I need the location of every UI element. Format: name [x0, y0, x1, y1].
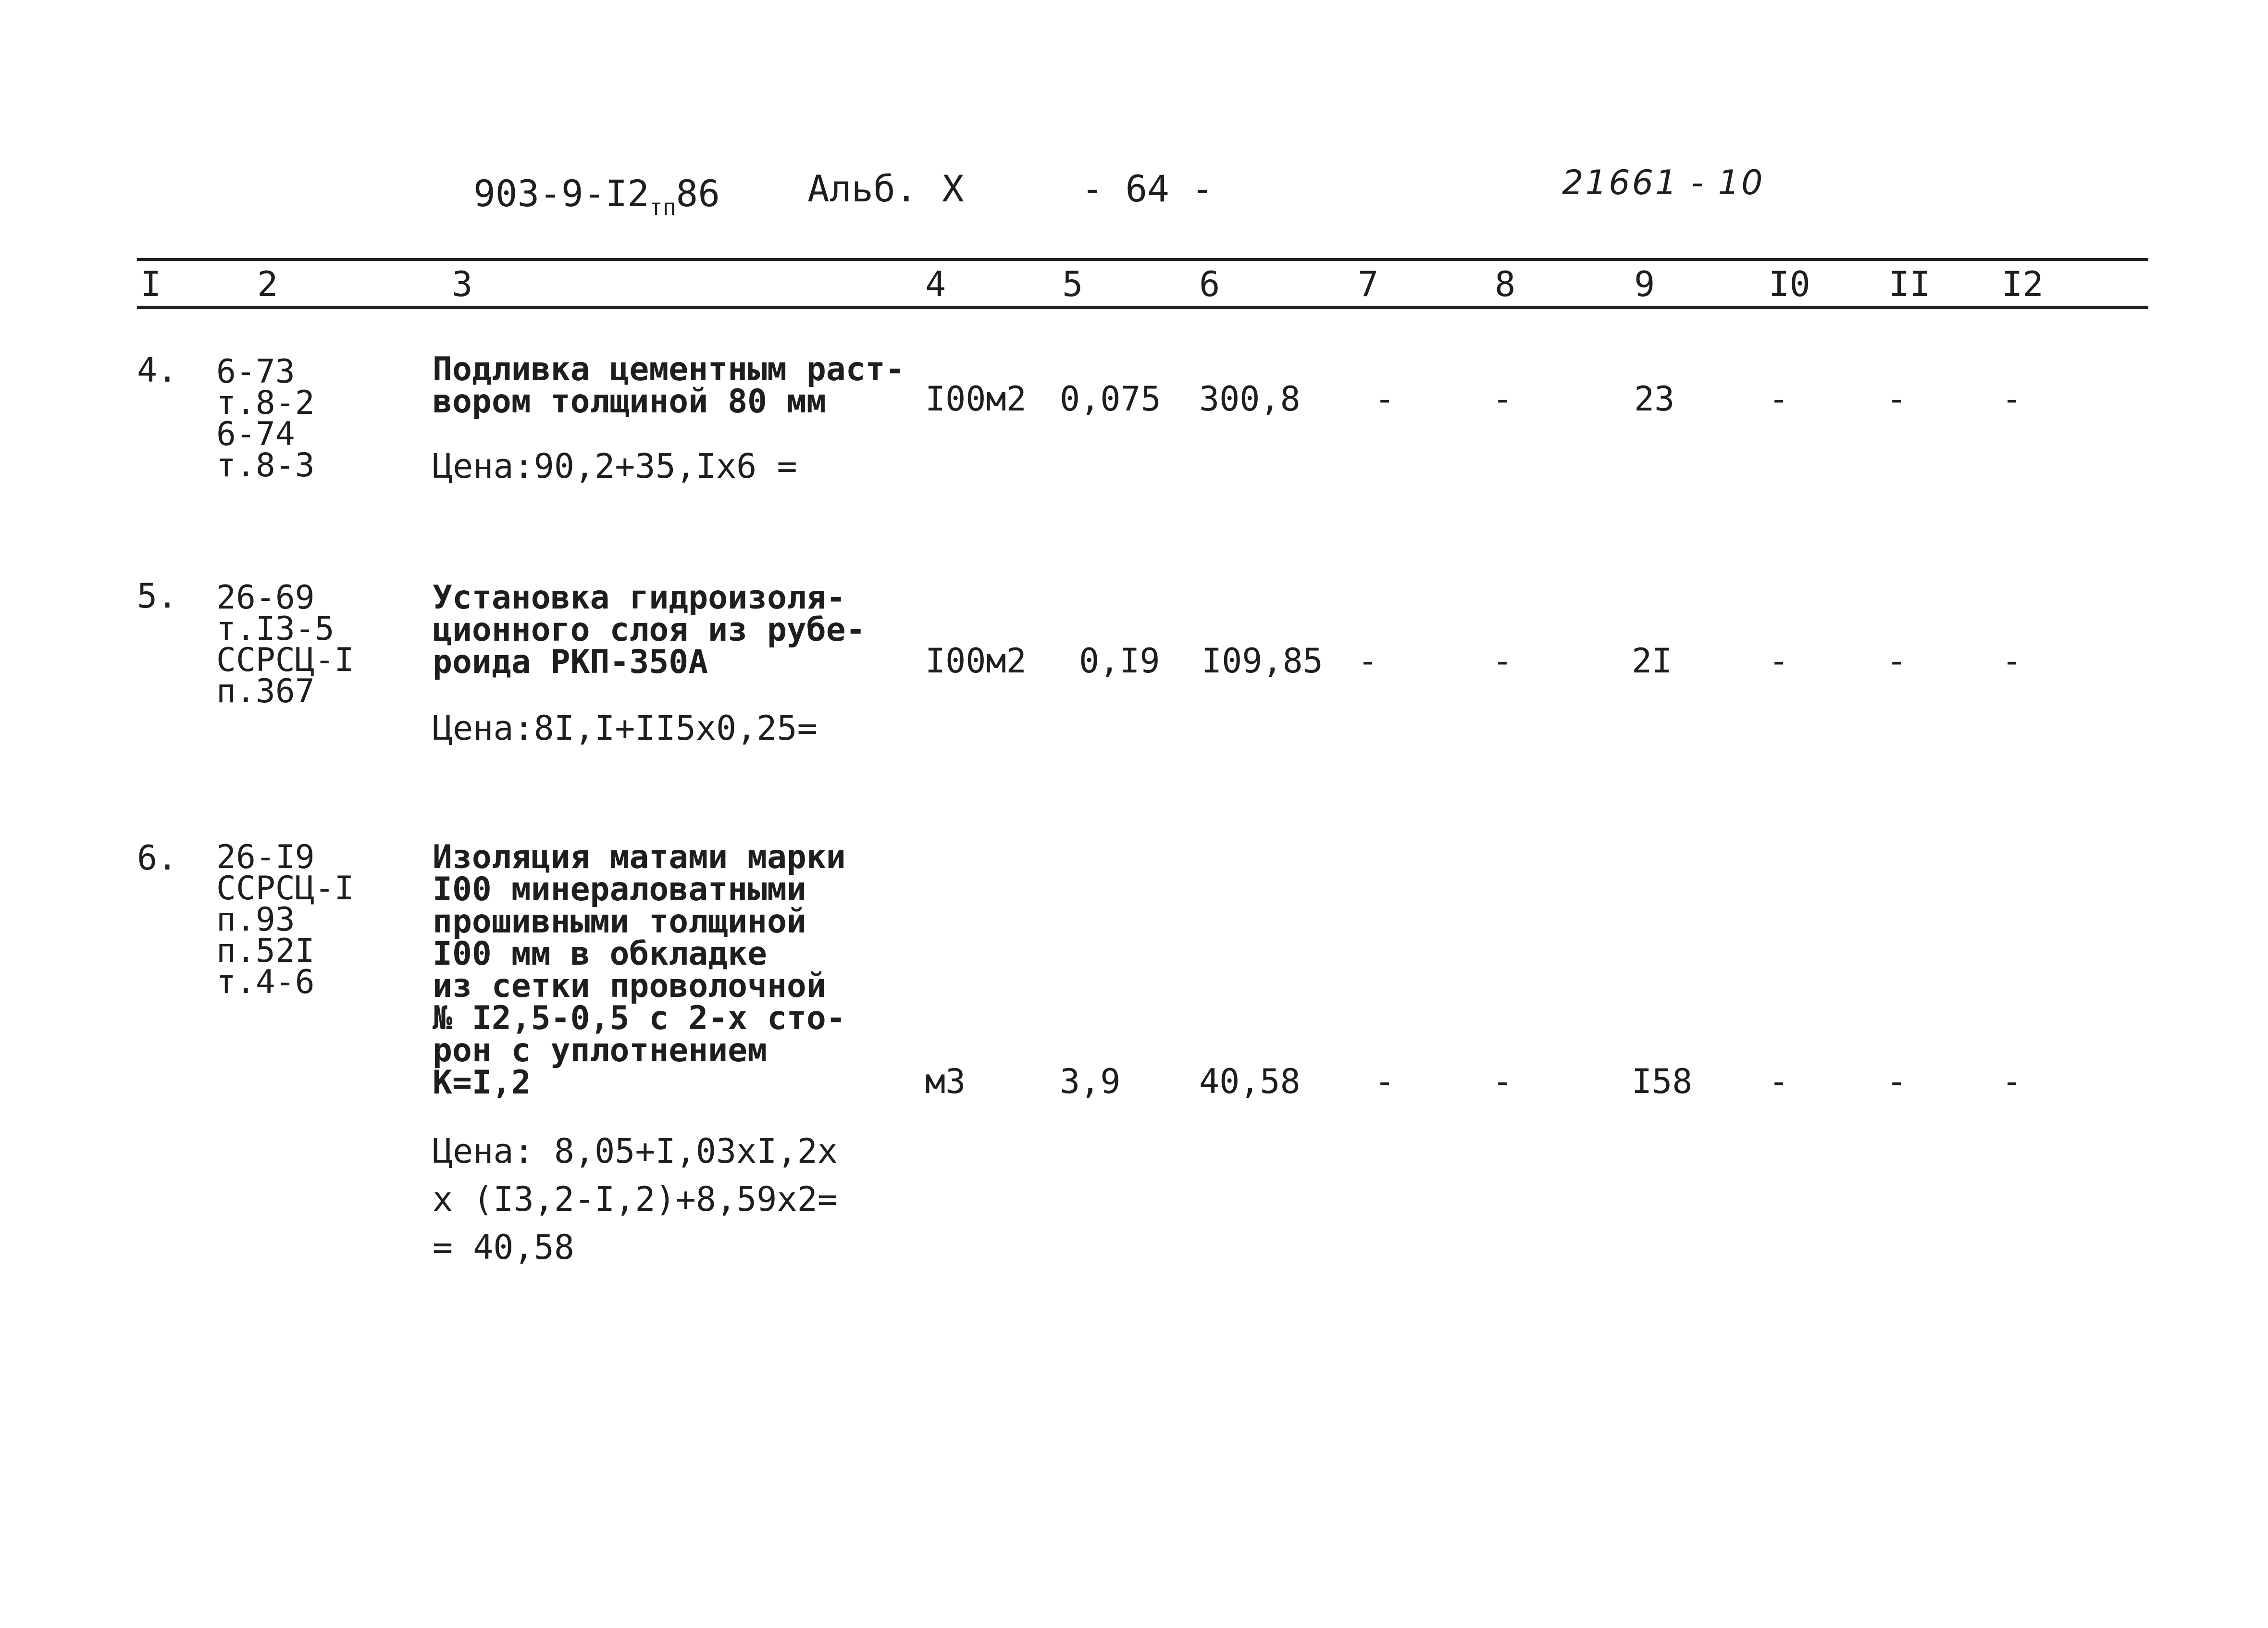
column-12-cell: - — [2002, 379, 2022, 419]
document-number-main: 903-9-I2 — [473, 172, 650, 215]
column-9-cell: 2I — [1632, 641, 1673, 681]
price-formula: = 40,58 — [433, 1228, 575, 1267]
norm-code: 26-I9 — [216, 838, 315, 876]
norm-code: т.4-6 — [216, 963, 315, 1001]
row-number: 4. — [137, 350, 178, 390]
column-number: 9 — [1634, 264, 1655, 304]
norm-code: т.8-2 — [216, 384, 315, 422]
page-number: - 64 - — [1081, 167, 1214, 210]
column-10-cell: - — [1769, 1062, 1789, 1101]
quantity-cell: 0,I9 — [1079, 641, 1160, 681]
header-top-rule — [137, 258, 2148, 261]
row-number: 6. — [137, 838, 178, 878]
norm-code: т.I3-5 — [216, 610, 335, 648]
column-number: 3 — [452, 264, 473, 304]
column-number: 8 — [1495, 264, 1516, 304]
column-10-cell: - — [1769, 379, 1789, 419]
unit-cost-cell: 300,8 — [1199, 379, 1301, 419]
unit-cell: I00м2 — [925, 379, 1027, 419]
column-number: I2 — [2002, 264, 2044, 304]
work-description: К=I,2 — [433, 1064, 531, 1102]
work-description: вором толщиной 80 мм — [433, 383, 826, 421]
header-bottom-rule — [137, 306, 2148, 309]
column-number: 7 — [1358, 264, 1379, 304]
column-8-cell: - — [1492, 379, 1513, 419]
column-number: II — [1889, 264, 1931, 304]
norm-code: ССРСЦ-I — [216, 641, 354, 679]
work-description: из сетки проволочной — [433, 967, 826, 1005]
work-description: прошивными толщиной — [433, 903, 806, 941]
column-number: 6 — [1199, 264, 1220, 304]
column-number: 2 — [257, 264, 278, 304]
column-11-cell: - — [1886, 641, 1907, 681]
norm-code: п.367 — [216, 672, 315, 710]
norm-code: т.8-3 — [216, 447, 315, 485]
unit-cost-cell: 40,58 — [1199, 1062, 1301, 1101]
price-formula: Цена:8I,I+II5х0,25= — [433, 708, 818, 748]
work-description: рон с уплотнением — [433, 1031, 767, 1069]
column-8-cell: - — [1492, 641, 1513, 681]
column-11-cell: - — [1886, 1062, 1907, 1101]
price-formula: Цена: 8,05+I,03хI,2х — [433, 1131, 838, 1171]
column-7-cell: - — [1375, 1062, 1395, 1101]
norm-code: 26-69 — [216, 579, 315, 617]
unit-cell: I00м2 — [925, 641, 1027, 681]
quantity-cell: 0,075 — [1060, 379, 1161, 419]
work-description: № I2,5-0,5 с 2-х сто- — [433, 999, 846, 1037]
column-11-cell: - — [1886, 379, 1907, 419]
document-number — [473, 172, 720, 220]
work-description: Установка гидроизоля- — [433, 579, 846, 617]
norm-code: 6-73 — [216, 353, 295, 391]
unit-cost-cell: I09,85 — [1202, 641, 1323, 681]
column-7-cell: - — [1375, 379, 1395, 419]
norm-code: ССРСЦ-I — [216, 870, 354, 907]
work-description: ционного слоя из рубе- — [433, 611, 866, 649]
work-description: Подливка цементным раст- — [433, 350, 905, 388]
work-description: роида РКП-350А — [433, 643, 708, 681]
quantity-cell: 3,9 — [1060, 1062, 1121, 1101]
column-number: 5 — [1062, 264, 1083, 304]
column-12-cell: - — [2002, 641, 2022, 681]
work-description: I00 минераловатными — [433, 870, 806, 908]
album-number: X — [942, 167, 964, 210]
work-description: Изоляция матами марки — [433, 838, 846, 876]
column-number: I0 — [1769, 264, 1810, 304]
document-number-suffix: тп — [649, 194, 676, 220]
column-12-cell: - — [2002, 1062, 2022, 1101]
price-formula: х (I3,2-I,2)+8,59х2= — [433, 1180, 838, 1219]
document-number-year: 86 — [676, 172, 720, 215]
norm-code: п.52I — [216, 932, 315, 970]
column-number: 4 — [925, 264, 946, 304]
column-10-cell: - — [1769, 641, 1789, 681]
column-8-cell: - — [1492, 1062, 1513, 1101]
column-7-cell: - — [1358, 641, 1378, 681]
column-9-cell: 23 — [1634, 379, 1675, 419]
work-description: I00 мм в обкладке — [433, 935, 767, 973]
album-label: Альб. — [807, 167, 917, 210]
norm-code: 6-74 — [216, 415, 295, 453]
column-number: I — [140, 264, 161, 304]
price-formula: Цена:90,2+35,Iх6 = — [433, 447, 797, 486]
inventory-stamp: 21661 - 10 — [1562, 163, 1765, 202]
row-number: 5. — [137, 576, 178, 616]
column-9-cell: I58 — [1632, 1062, 1693, 1101]
unit-cell: м3 — [925, 1062, 966, 1101]
norm-code: п.93 — [216, 901, 295, 939]
